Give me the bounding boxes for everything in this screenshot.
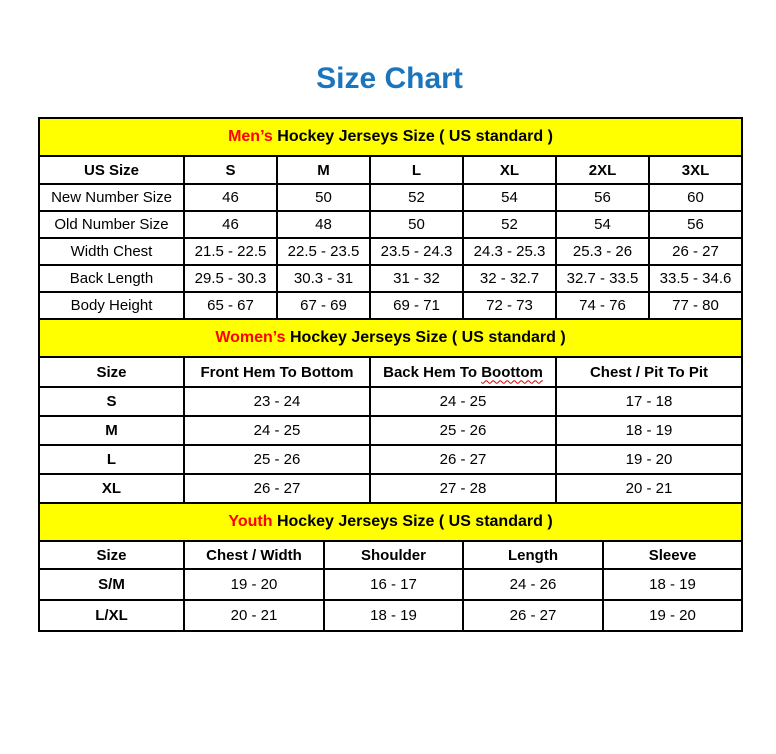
size-cell: 23.5 - 24.3 [370,238,463,265]
mens-size-table [38,117,743,320]
size-cell: 52 [463,211,556,238]
column-header: Front Hem To Bottom [184,357,370,387]
size-cell: 33.5 - 34.6 [649,265,742,292]
size-cell: 54 [556,211,649,238]
size-cell: 27 - 28 [370,474,556,503]
size-cell: 26 - 27 [184,474,370,503]
size-cell: 65 - 67 [184,292,277,319]
size-cell: 26 - 27 [463,600,603,631]
table-row [39,238,742,265]
mens-header-row [39,156,742,184]
size-cell: 26 - 27 [649,238,742,265]
size-cell: 30.3 - 31 [277,265,370,292]
row-label: M [39,416,184,445]
column-header: Shoulder [324,541,463,569]
size-cell: 16 - 17 [324,569,463,600]
size-cell: 19 - 20 [184,569,324,600]
column-header: 2XL [556,156,649,184]
table-row [39,211,742,238]
size-cell: 25 - 26 [370,416,556,445]
size-cell: 23 - 24 [184,387,370,416]
size-cell: 22.5 - 23.5 [277,238,370,265]
size-cell: 74 - 76 [556,292,649,319]
size-cell: 46 [184,184,277,211]
size-cell: 19 - 20 [603,600,742,631]
size-cell: 17 - 18 [556,387,742,416]
table-row [39,474,742,503]
size-cell: 48 [277,211,370,238]
youth-section-title [39,503,742,541]
size-cell: 77 - 80 [649,292,742,319]
column-header: Length [463,541,603,569]
table-row [39,600,742,631]
row-label: S/M [39,569,184,600]
table-row [39,184,742,211]
size-cell: 31 - 32 [370,265,463,292]
size-cell: 50 [277,184,370,211]
womens-section-rest: Hockey Jerseys Size ( US standard ) [290,329,566,346]
youth-section-rest: Hockey Jerseys Size ( US standard ) [276,513,553,530]
column-header: 3XL [649,156,742,184]
column-header: Chest / Width [184,541,324,569]
page-title: Size Chart [316,62,463,95]
column-header: Size [39,357,184,387]
column-header: S [184,156,277,184]
size-cell: 32.7 - 33.5 [556,265,649,292]
row-label: Back Length [39,265,184,292]
column-header: Size [39,541,184,569]
womens-section-title [39,319,742,357]
size-cell: 29.5 - 30.3 [184,265,277,292]
size-cell: 69 - 71 [370,292,463,319]
size-cell: 24 - 26 [463,569,603,600]
row-label: L/XL [39,600,184,631]
size-cell: 24 - 25 [370,387,556,416]
size-cell: 26 - 27 [370,445,556,474]
mens-section-highlight: Men’s [228,128,273,145]
mens-section-title [39,118,742,156]
size-cell: 24 - 25 [184,416,370,445]
row-label: S [39,387,184,416]
womens-section-highlight: Women’s [215,329,286,346]
column-header: M [277,156,370,184]
size-cell: 25 - 26 [184,445,370,474]
size-cell: 20 - 21 [556,474,742,503]
size-cell: 19 - 20 [556,445,742,474]
column-header: Sleeve [603,541,742,569]
size-cell: 67 - 69 [277,292,370,319]
youth-header-row [39,541,742,569]
column-header: Chest / Pit To Pit [556,357,742,387]
size-cell: 56 [649,211,742,238]
size-cell: 50 [370,211,463,238]
size-cell: 46 [184,211,277,238]
column-header: US Size [39,156,184,184]
row-label: Width Chest [39,238,184,265]
column-header: XL [463,156,556,184]
womens-section-band [39,319,742,357]
row-label: New Number Size [39,184,184,211]
table-row [39,265,742,292]
size-cell: 56 [556,184,649,211]
size-cell: 54 [463,184,556,211]
misspelled-word: Boottom [481,363,543,381]
size-cell: 72 - 73 [463,292,556,319]
youth-section-highlight: Youth [228,513,273,530]
womens-size-table [38,318,743,504]
column-header: L [370,156,463,184]
mens-section-band [39,118,742,156]
table-row [39,445,742,474]
youth-size-table [38,502,743,632]
row-label: Body Height [39,292,184,319]
column-header-text: Back Hem To [383,363,482,381]
size-cell: 21.5 - 22.5 [184,238,277,265]
row-label: XL [39,474,184,503]
size-cell: 25.3 - 26 [556,238,649,265]
womens-header-row [39,357,742,387]
size-chart [38,117,741,632]
size-cell: 32 - 32.7 [463,265,556,292]
size-cell: 60 [649,184,742,211]
table-row [39,416,742,445]
size-cell: 18 - 19 [603,569,742,600]
size-cell: 18 - 19 [556,416,742,445]
youth-section-band [39,503,742,541]
mens-section-rest: Hockey Jerseys Size ( US standard ) [277,128,553,145]
size-cell: 24.3 - 25.3 [463,238,556,265]
size-cell: 52 [370,184,463,211]
size-cell: 18 - 19 [324,600,463,631]
column-header [370,357,556,387]
size-cell: 20 - 21 [184,600,324,631]
table-row [39,292,742,319]
row-label: Old Number Size [39,211,184,238]
row-label: L [39,445,184,474]
table-row [39,569,742,600]
table-row [39,387,742,416]
